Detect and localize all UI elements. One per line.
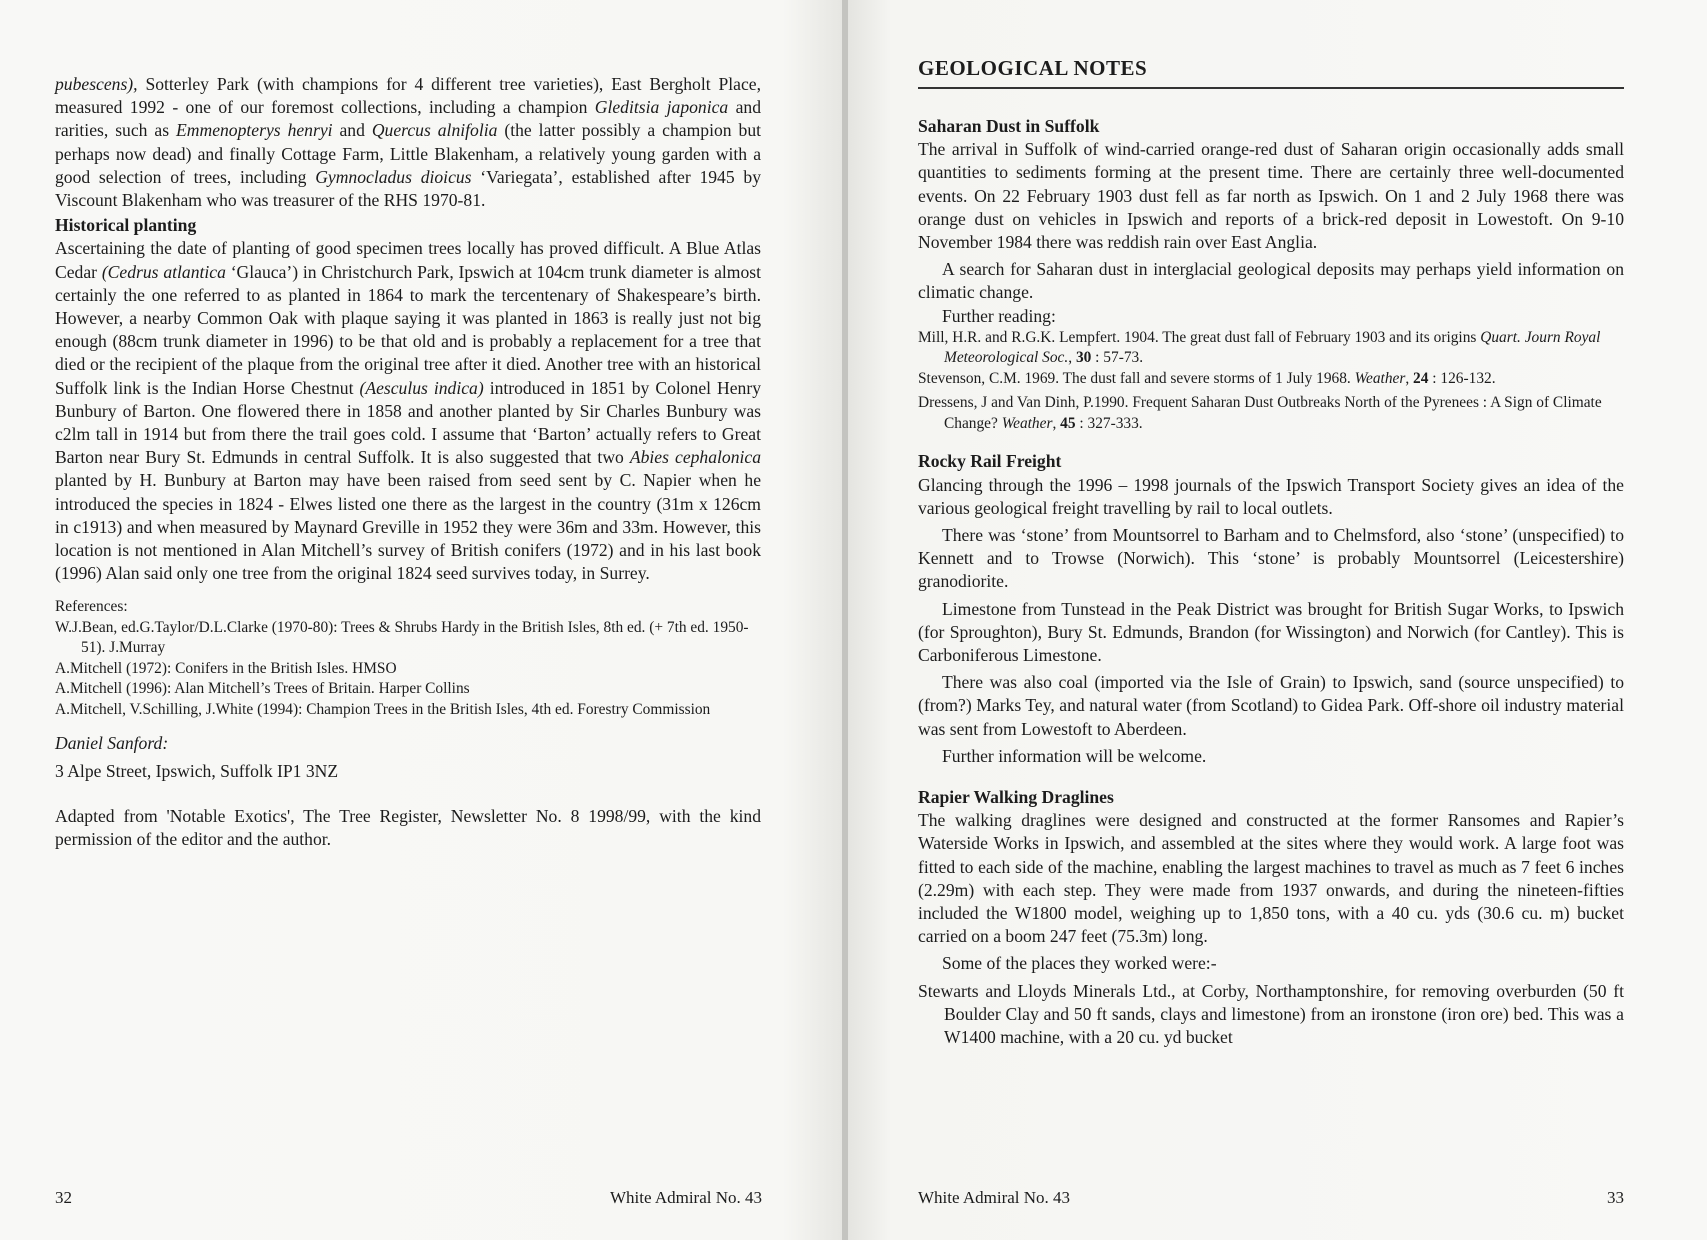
text-run: : 327-333. — [1075, 414, 1143, 432]
rail-paragraph-2: There was ‘stone’ from Mountsorrel to Barham and to Chelmsford, also ‘stone’ (unspecified) to Kennett and to Trowse (Norwich). This ‘stone’ is probably Mountsorrel (Leicestershire) granodiorite. — [918, 524, 1624, 592]
right-journal-footer: White Admiral No. 43 — [918, 1188, 1071, 1207]
author-name: Daniel Sanford: — [55, 733, 169, 754]
text-run: Ascertaining the date of planting of good specimen trees locally has proved difficult. A Blue Atlas Cedar — [55, 238, 761, 282]
text-run: introduced in 1851 by Colonel Henry Bunbury of Barton. One flowered there in 1858 and another planted by Sir Charles Bunbury was c2lm tall in 1914 but from there the trail goes cold. I assume that ‘Barton’ actually refers to Great Barton near Bury St. Edmunds in central Suffolk. It is also suggested that two — [55, 377, 761, 468]
author-address: 3 Alpe Street, Ipswich, Suffolk IP1 3NZ — [55, 760, 339, 781]
further-reading-label: Further reading: — [942, 305, 1056, 326]
right-column — [918, 95, 1624, 1049]
text-run: and rarities, such as — [55, 97, 762, 141]
saharan-paragraph-2: A search for Saharan dust in interglacial geological deposits may perhaps yield information on climatic change. — [918, 259, 1624, 303]
left-page — [0, 0, 842, 1240]
reference-item: A.Mitchell (1972): Conifers in the British Isles. HMSO — [55, 659, 397, 677]
saharan-reference — [918, 328, 1624, 369]
intro-paragraph — [55, 73, 761, 212]
rail-freight-heading: Rocky Rail Freight — [918, 451, 1062, 472]
text-run: , — [1405, 369, 1414, 387]
text-run: (the latter possibly a champion but perhaps now dead) and finally Cottage Farm, Little Blakenham, a relatively young garden with a good selection of trees, including — [55, 120, 761, 187]
section-title: GEOLOGICAL NOTES — [918, 56, 1624, 89]
reference-item: A.Mitchell (1996): Alan Mitchell’s Trees of Britain. Harper Collins — [55, 680, 470, 698]
text-run: planted by H. Bunbury at Barton may have been raised from seed sent by C. Napier when he introduced the species in 1824 - Elwes listed one there as the largest in the country (31m x 126cm in c1913) and when measured by Maynard Greville in 1952 they were 36m and 33m. However, this location is not mentioned in Alan Mitchell’s survey of British conifers (1972) and in his last book (1996) Alan said only one tree from the original 1824 seed survives today, in Surrey. — [55, 470, 761, 584]
rail-paragraph-1: Glancing through the 1996 – 1998 journals of the Ipswich Transport Society gives an idea of the various geological freight travelling by rail to local outlets. — [918, 474, 1624, 518]
text-run: Stevenson, C.M. 1969. The dust fall and severe storms of 1 July 1968. — [918, 369, 1355, 387]
reference-item: W.J.Bean, ed.G.Taylor/D.L.Clarke (1970-80): Trees & Shrubs Hardy in the British Isles, 8th ed. (+ 7th ed. 1950-51). J.Murray — [55, 618, 749, 657]
italic-text-run: Gymnocladus dioicus — [315, 166, 472, 187]
rapier-paragraph-1: The walking draglines were designed and constructed at the former Ransomes and Rapier’s Waterside Works in Ipswich, and assembled at the sites where they would work. A large foot was fitted to each side of the machine, enabling the largest machines to travel as much as 7 feet 6 inches (2.29m) with each step. They were made from 1937 onwards, and during the nineteen-fifties included the W1800 model, weighing up to 1,850 tons, with a 40 cu. yds (30.6 cu. m) bucket carried on a boom 247 feet (75.3m) long. — [918, 810, 1624, 947]
left-journal-footer: White Admiral No. 43 — [609, 1188, 762, 1207]
text-run: Mill, H.R. and R.G.K. Lempfert. 1904. The great dust fall of February 1903 and its origins — [918, 328, 1481, 346]
bold-text-run: 45 — [1060, 414, 1076, 432]
text-run: and — [332, 120, 372, 141]
rapier-draglines-heading: Rapier Walking Draglines — [918, 786, 1114, 807]
saharan-reference — [918, 369, 1624, 390]
right-page — [848, 0, 1707, 1240]
italic-text-run: (Cedrus atlantica — [101, 261, 226, 282]
italic-text-run: Quart. Journ Royal Meteorological Soc. — [944, 328, 1601, 367]
bold-text-run: 24 — [1413, 369, 1429, 387]
rail-paragraph-5: Further information will be welcome. — [942, 745, 1207, 766]
reference-item: A.Mitchell, V.Schilling, J.White (1994): Champion Trees in the British Isles, 4th ed. Forestry Commission — [55, 700, 711, 718]
italic-text-run: Gleditsia japonica — [594, 97, 729, 118]
references-label: References: — [55, 598, 128, 616]
text-run: : 57-73. — [1091, 349, 1144, 367]
text-run: ‘Glauca’) in Christchurch Park, Ipswich at 104cm trunk diameter is almost certainly the one referred to as planted in 1864 to mark the tercentenary of Shakespeare’s birth. However, a nearby Common Oak with plaque saying it was planted in 1863 is really just not big enough (88cm trunk diameter in 1996) to be that old and is probably a replacement for a tree that died or the recipient of the plaque from the original tree after it died. Another tree with an historical Suffolk link is the Indian Horse Chestnut — [55, 261, 762, 398]
saharan-reference — [918, 393, 1624, 434]
italic-text-run: Weather — [1001, 414, 1053, 432]
text-run: : 126-132. — [1428, 369, 1496, 387]
text-run: , — [1068, 349, 1076, 367]
italic-text-run: Quercus alnifolia — [371, 120, 498, 141]
text-run: , — [1052, 414, 1061, 432]
text-run: ‘Variegata’, established after 1945 by Viscount Blakenham who was treasurer of the RHS 1970-81. — [55, 166, 761, 211]
right-page-number: 33 — [1607, 1188, 1624, 1207]
saharan-dust-heading: Saharan Dust in Suffolk — [918, 116, 1100, 136]
italic-text-run: pubescens), — [55, 74, 138, 94]
italic-text-run: Weather — [1354, 369, 1406, 387]
text-run: Sotterley Park (with champions for 4 different tree varieties), East Bergholt Place, measured 1992 - one of our foremost collections, including a champion — [55, 74, 761, 118]
rapier-paragraph-3: Stewarts and Lloyds Minerals Ltd., at Corby, Northamptonshire, for removing overburden (50 ft Boulder Clay and 50 ft sands, clays and limestone) from an ironstone (iron ore) bed. This was a W1400 machine, with a 20 cu. yd bucket — [918, 980, 1624, 1047]
left-column — [55, 73, 761, 851]
saharan-paragraph-1: The arrival in Suffolk of wind-carried orange-red dust of Saharan origin occasionally adds small quantities to sediments forming at the present time. There are certainly three well-documented events. On 22 February 1903 dust fell as far north as Ipswich. On 1 and 2 July 1968 there was orange dust on vehicles in Ipswich and reports of a brick-red deposit in Lowestoft. On 9-10 November 1984 there was reddish rain over East Anglia. — [918, 139, 1624, 253]
bold-text-run: 30 — [1075, 349, 1092, 367]
historical-planting-paragraph — [55, 237, 761, 585]
rapier-paragraph-2: Some of the places they worked were:- — [942, 953, 1217, 974]
italic-text-run: Emmenopterys henryi — [176, 120, 333, 141]
italic-text-run: (Aesculus indica) — [359, 377, 484, 398]
left-page-number: 32 — [55, 1188, 72, 1207]
rail-paragraph-4: There was also coal (imported via the Isle of Grain) to Ipswich, sand (source unspecified) to (from?) Marks Tey, and natural water (from Scotland) to Gidea Park. Off-shore oil industry material was sent from Lowestoft to Aberdeen. — [918, 672, 1624, 739]
italic-text-run: Abies cephalonica — [629, 447, 761, 468]
historical-planting-heading: Historical planting — [55, 215, 197, 236]
adapted-note: Adapted from 'Notable Exotics', The Tree Register, Newsletter No. 8 1998/99, with the kind permission of the editor and the author. — [55, 805, 761, 850]
text-run: Dressens, J and Van Dinh, P.1990. Frequent Saharan Dust Outbreaks North of the Pyrenees : A Sign of Climate Change? — [918, 394, 1602, 432]
rail-paragraph-3: Limestone from Tunstead in the Peak District was brought for British Sugar Works, to Ipswich (for Sproughton), Bury St. Edmunds, Brandon (for Wissington) and Norwich (for Cantley). This is Carboniferous Limestone. — [918, 598, 1624, 665]
